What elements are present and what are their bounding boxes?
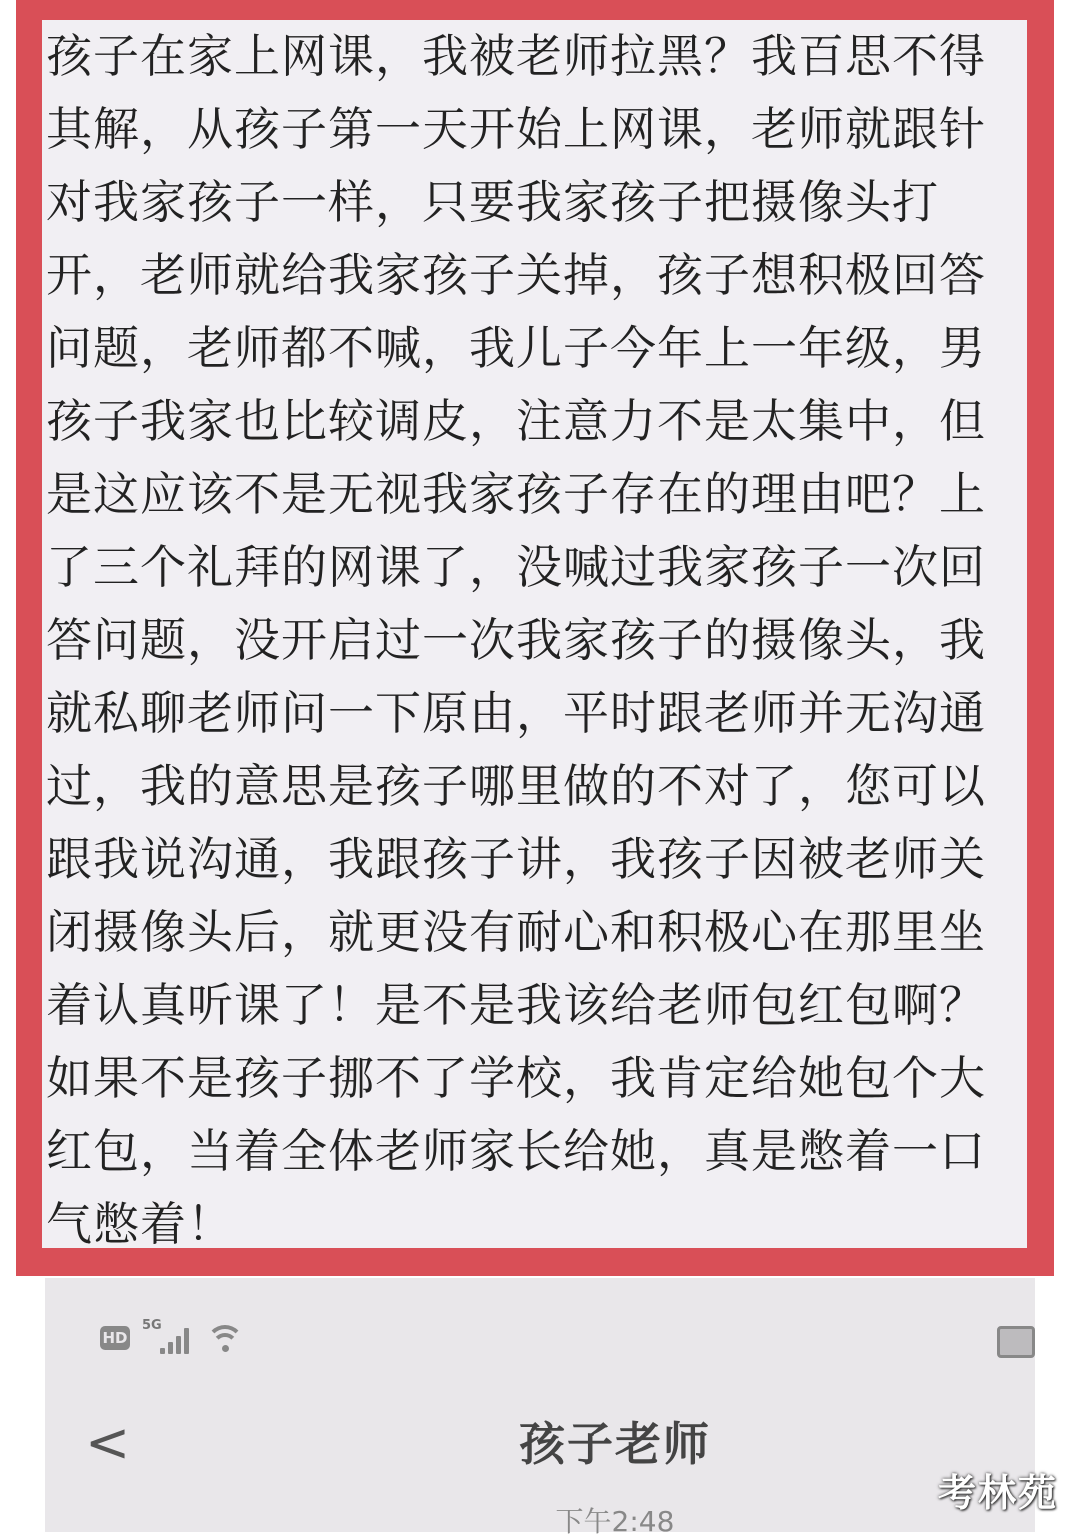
- post-text-card: [42, 20, 1027, 1251]
- status-bar: [100, 1318, 243, 1358]
- battery-icon: [997, 1326, 1035, 1358]
- network-type-label: 5G: [142, 1318, 162, 1333]
- message-timestamp: 下午2:48: [555, 1505, 675, 1538]
- post-line: 开，老师就给我家孩子关掉，孩子想积极回答: [46, 248, 986, 302]
- post-line: 对我家孩子一样，只要我家孩子把摄像头打: [46, 175, 939, 229]
- post-line: 着认真听课了！是不是我该给老师包红包啊？: [46, 978, 986, 1032]
- post-line: 是这应该不是无视我家孩子存在的理由吧？上: [46, 467, 986, 521]
- post-line: 红包，当着全体老师家长给她，真是憋着一口: [46, 1124, 986, 1178]
- post-line: 了三个礼拜的网课了，没喊过我家孩子一次回: [46, 540, 986, 594]
- post-line: 闭摄像头后，就更没有耐心和积极心在那里坐: [46, 905, 986, 959]
- wifi-icon: [207, 1323, 243, 1353]
- post-line: 跟我说沟通，我跟孩子讲，我孩子因被老师关: [46, 832, 986, 886]
- chat-title: 孩子老师: [519, 1417, 711, 1471]
- left-margin: [0, 1278, 45, 1532]
- chat-screen: [45, 1278, 1035, 1538]
- back-button[interactable]: <: [85, 1411, 131, 1474]
- hd-icon: HD: [100, 1326, 130, 1350]
- post-line: 气憋着！: [46, 1197, 234, 1251]
- post-line: 孩子在家上网课，我被老师拉黑？我百思不得: [46, 29, 986, 83]
- post-line: 问题，老师都不喊，我儿子今年上一年级，男: [46, 321, 986, 375]
- post-line: 其解，从孩子第一天开始上网课，老师就跟针: [46, 102, 986, 156]
- post-line: 过，我的意思是孩子哪里做的不对了，您可以: [46, 759, 986, 813]
- post-line: 就私聊老师问一下原由，平时跟老师并无沟通: [46, 686, 986, 740]
- post-line: 孩子我家也比较调皮，注意力不是太集中，但: [46, 394, 986, 448]
- post-line: 答问题，没开启过一次我家孩子的摄像头，我: [46, 613, 986, 667]
- watermark-text: 考林苑: [937, 1471, 1058, 1515]
- signal-icon: [142, 1318, 189, 1354]
- post-line: 如果不是孩子挪不了学校，我肯定给她包个大: [46, 1051, 986, 1105]
